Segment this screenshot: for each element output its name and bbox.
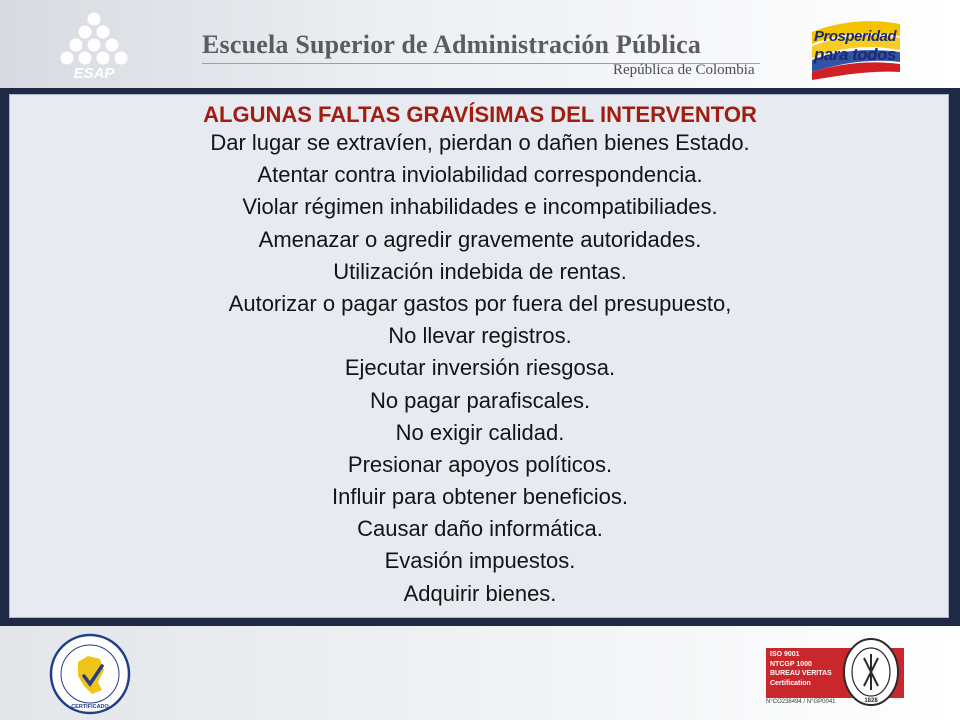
list-item: Presionar apoyos políticos.	[347, 451, 613, 477]
institution-name: Escuela Superior de Administración Pública	[202, 30, 702, 59]
slide-content	[9, 94, 949, 618]
header-banner	[0, 0, 960, 88]
list-item: Evasión impuestos.	[384, 548, 576, 574]
country-name: República de Colombia	[613, 62, 755, 78]
list-item: Influir para obtener beneficios.	[332, 484, 628, 510]
iso-line: Certification	[770, 679, 811, 687]
list-item: No llevar registros.	[388, 323, 572, 349]
list-item: No exigir calidad.	[395, 419, 565, 445]
svg-text:ESAP: ESAP	[73, 65, 115, 82]
faults-list	[10, 127, 950, 610]
list-item: Violar régimen inhabilidades e incompatibiliades.	[242, 194, 718, 220]
iso-certification-badge	[766, 648, 838, 698]
list-item: Atentar contra inviolabilidad correspondencia.	[257, 162, 703, 188]
iso-line: NTCGP 1000	[770, 660, 812, 668]
esap-logo	[52, 10, 136, 82]
list-item: Utilización indebida de rentas.	[333, 258, 627, 284]
svg-text:CERTIFICADO: CERTIFICADO	[71, 704, 109, 710]
list-item: Dar lugar se extravíen, pierdan o dañen bienes Estado.	[210, 130, 750, 155]
iso-line: BUREAU VERITAS	[770, 670, 832, 677]
bureau-veritas-seal-icon	[842, 636, 900, 708]
campaign-line-2: para todos	[814, 45, 896, 64]
quality-seal-icon	[48, 632, 132, 716]
list-item: No pagar parafiscales.	[369, 387, 591, 413]
list-item: Ejecutar inversión riesgosa.	[344, 355, 616, 381]
svg-text:1828: 1828	[864, 698, 878, 704]
list-item: Amenazar o agredir gravemente autoridades.	[258, 226, 702, 252]
slide-title: ALGUNAS FALTAS GRAVÍSIMAS DEL INTERVENTOR	[203, 102, 757, 127]
certification-code: N°CO238494 / N°GP0041	[766, 699, 836, 705]
iso-line: ISO 9001	[770, 651, 800, 658]
list-item: Autorizar o pagar gastos por fuera del presupuesto,	[228, 290, 732, 316]
list-item: Causar daño informática.	[357, 516, 603, 542]
list-item: Adquirir bienes.	[403, 580, 557, 606]
campaign-line-1: Prosperidad	[814, 28, 897, 45]
